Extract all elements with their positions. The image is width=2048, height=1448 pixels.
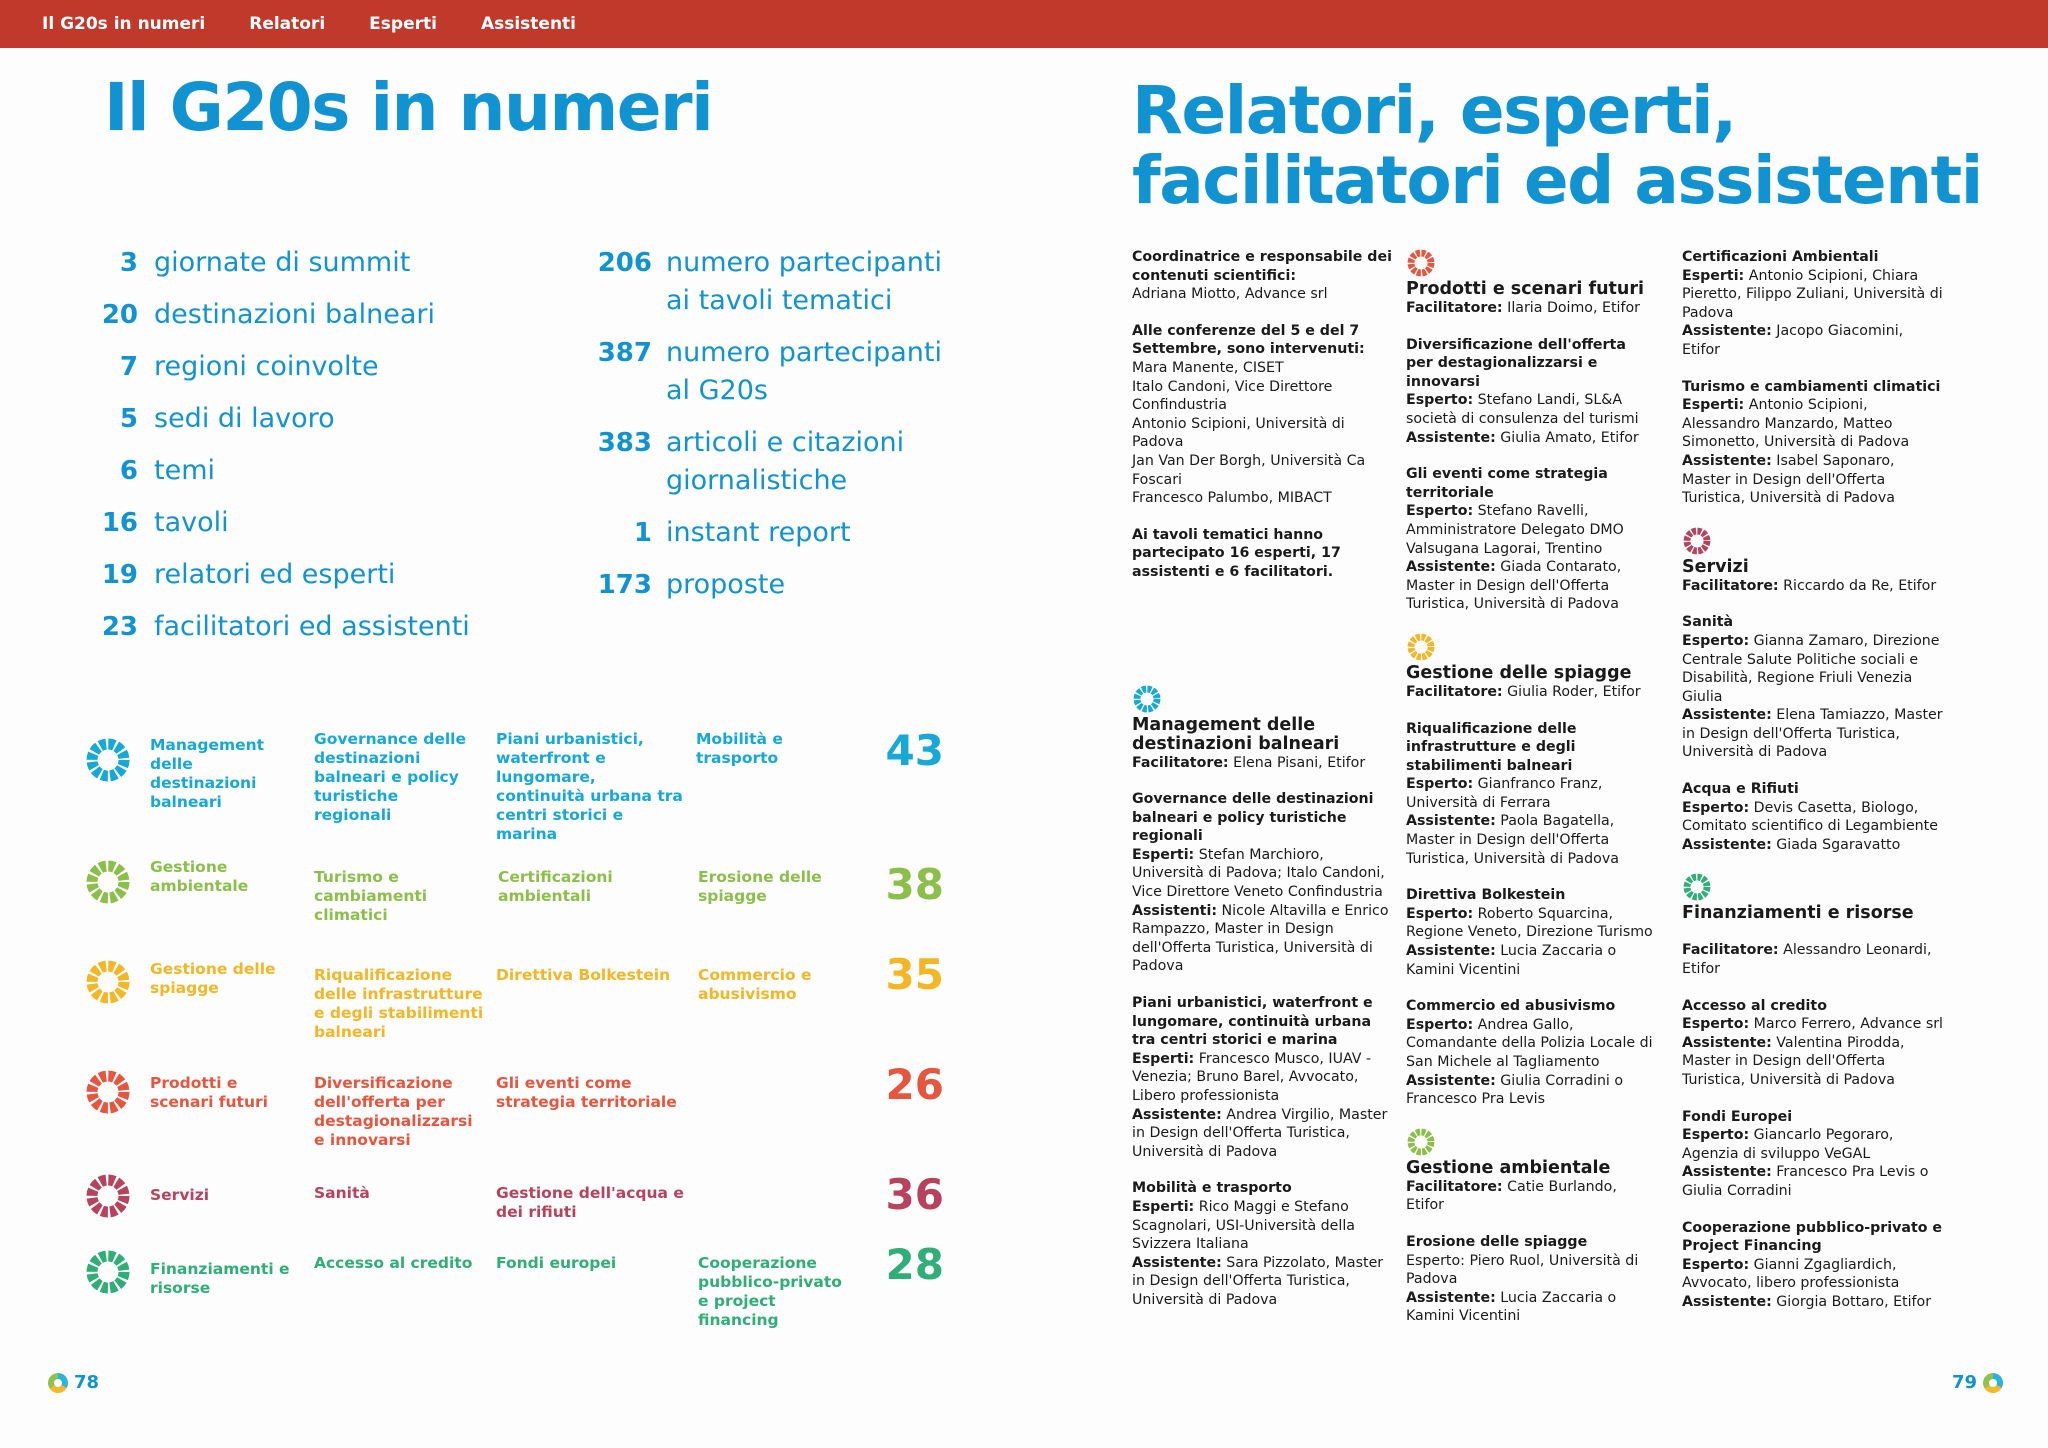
prodotti-icon (1406, 248, 1436, 278)
stat-item: 387 numero partecipanti al G20s (597, 337, 942, 406)
stat-item: 19 relatori ed esperti (101, 559, 396, 590)
credits-col-1: Coordinatrice e responsabile dei contenuti scientifici: Adriana Miotto, Advance srl Alle conferenze del 5 e del 7 Settembre, sono intervenuti: Mara Manente, CISET Italo Candoni, Vice Direttore Confindustria Antonio Scipioni, Università di Padova Jan Van Der Borgh, Università Ca Foscari Francesco Palumbo, MIBACT Ai tavoli tematici hanno partecipato 16 esperti, 17 assistenti e 6 facilitatori. Management delle destinazioni balneari Facilitatore: Elena Pisani, Etifor Governance delle destinazioni balneari e policy turistiche regionali Esperti: Stefan Marchioro, Università di Padova; Italo Candoni, Vice Direttore Veneto Confindustria Assistenti: Nicole Altavilla e Enrico Rampazzo, Master in Design dell'Offerta Turistica, Università di Padova Piani urbanistici, waterfront e lungomare, continuità urbana tra centri storici e marina Esperti: Francesco Musco, IUAV - Venezia; Bruno Barel, Avvocato, Libero professionista Assistente: Andrea Virgilio, Master in Design dell'Offerta Turistica, Università di Padova Mobilità e trasporto Esperti: Rico Maggi e Stefano Scagnolari, USI-Università della Svizzera Italiana Assistente: Sara Pizzolato, Master in Design dell'Offerta Turistica, Università di Padova (1132, 249, 1392, 1308)
page-title-right: Relatori, esperti, facilitatori ed assistenti (1132, 72, 1982, 219)
finanziamenti-icon (1682, 872, 1712, 902)
theme-name: Gestione ambientale (150, 858, 249, 895)
spiagge-icon (1406, 632, 1436, 662)
theme-count: 35 (885, 950, 944, 999)
page-number-left: 78 (48, 1372, 99, 1393)
theme-name: Finanziamenti e risorse (150, 1260, 290, 1297)
theme-table: Diversificazione dell'offerta per destagionalizzarsi e innovarsi (314, 1074, 473, 1149)
theme-count: 38 (885, 860, 944, 909)
stat-item: 23 facilitatori ed assistenti (101, 611, 470, 642)
stat-item: 16 tavoli (101, 507, 229, 538)
theme-table: Governance delle destinazioni balneari e policy turistiche regionali (314, 730, 467, 824)
theme-table: Gestione dell'acqua e dei rifiuti (496, 1184, 684, 1221)
stat-item: 7 regioni coinvolte (119, 351, 379, 382)
theme-table: Commercio e abusivismo (698, 966, 812, 1003)
theme-row (84, 1172, 944, 1242)
top-navigation-bar (0, 0, 2048, 48)
theme-name: Gestione delle spiagge (150, 960, 276, 997)
theme-table: Riqualificazione delle infrastrutture e degli stabilimenti balneari (314, 966, 484, 1041)
nav-item-assistenti[interactable]: Assistenti (480, 14, 577, 34)
stat-item: 3 giornate di summit (119, 247, 411, 278)
theme-name: Management delle destinazioni balneari (150, 736, 265, 811)
stat-item: 173 proposte (597, 569, 786, 600)
ring-icon (84, 1172, 132, 1220)
page-number-right: 79 (1952, 1372, 2003, 1393)
stat-item: 383 articoli e citazioni giornalistiche (597, 427, 905, 496)
theme-table: Gli eventi come strategia territoriale (496, 1074, 677, 1111)
servizi-icon (1682, 526, 1712, 556)
theme-count: 36 (885, 1170, 944, 1219)
credits-col-3: Certificazioni Ambientali Esperti: Antonio Scipioni, Chiara Pieretto, Filippo Zuliani, Università di Padova Assistente: Jacopo Giacomini, Etifor Turismo e cambiamenti climatici Esperti: Antonio Scipioni, Alessandro Manzardo, Matteo Simonetto, Università di Padova Assistente: Isabel Saponaro, Master in Design dell'Offerta Turistica, Università di Padova Servizi Facilitatore: Riccardo da Re, Etifor Sanità Esperto: Gianna Zamaro, Direzione Centrale Salute Politiche sociali e Disabilità, Regione Friuli Venezia Giulia Assistente: Elena Tamiazzo, Master in Design dell'Offerta Turistica, Università di Padova Acqua e Rifiuti Esperto: Devis Casetta, Biologo, Comitato scientifico di Legambiente Assistente: Giada Sgaravatto Finanziamenti e risorse Facilitatore: Alessandro Leonardi, Etifor Accesso al credito Esperto: Marco Ferrero, Advance srl Assistente: Valentina Pirodda, Master in Design dell'Offerta Turistica, Università di Padova Fondi Europei Esperto: Giancarlo Pegoraro, Agenzia di sviluppo VeGAL Assistente: Francesco Pra Levis o Giulia Corradini Cooperazione pubblico-privato e Project Financing Esperto: Gianni Zgagliardich, Avvocato, libero professionista Assistente: Giorgia Bottaro, Etifor (1682, 249, 1944, 1310)
ring-icon (84, 958, 132, 1006)
theme-count: 43 (885, 726, 944, 775)
stat-item: 1 instant report (633, 517, 851, 548)
theme-row (84, 1060, 944, 1168)
stat-item: 206 numero partecipanti ai tavoli tematici (597, 247, 942, 316)
theme-table: Direttiva Bolkestein (496, 966, 671, 984)
ring-icon (84, 858, 132, 906)
stat-item: 20 destinazioni balneari (101, 299, 436, 330)
ring-icon (84, 1068, 132, 1116)
page-title-left: Il G20s in numeri (104, 69, 713, 146)
theme-row (84, 950, 944, 1058)
g20s-logo-icon (1983, 1373, 2003, 1393)
theme-row (84, 858, 944, 948)
g20s-logo-icon (48, 1373, 68, 1393)
theme-table: Turismo e cambiamenti climatici (314, 868, 428, 924)
stat-item: 5 sedi di lavoro (119, 403, 335, 434)
ring-icon (84, 736, 132, 784)
theme-row (84, 1240, 944, 1338)
theme-table: Fondi europei (496, 1254, 617, 1272)
theme-count: 26 (885, 1060, 944, 1109)
nav-item-relatori[interactable]: Relatori (249, 14, 326, 34)
theme-table: Accesso al credito (314, 1254, 473, 1272)
management-icon (1132, 684, 1162, 714)
theme-count: 28 (885, 1240, 944, 1289)
theme-row (84, 726, 944, 846)
theme-table: Cooperazione pubblico-privato e project financing (698, 1254, 842, 1329)
credits-col-2: Prodotti e scenari futuri Facilitatore: Ilaria Doimo, Etifor Diversificazione dell'offerta per destagionalizzarsi e innovarsi Esperto: Stefano Landi, SL&A società di consulenza del turismi Assistente: Giulia Amato, Etifor Gli eventi come strategia territoriale Esperto: Stefano Ravelli, Amministratore Delegato DMO Valsugana Lagorai, Trentino Assistente: Giada Contarato, Master in Design dell'Offerta Turistica, Università di Padova Gestione delle spiagge Facilitatore: Giulia Roder, Etifor Riqualificazione delle infrastrutture e degli stabilimenti balneari Esperto: Gianfranco Franz, Università di Ferrara Assistente: Paola Bagatella, Master in Design dell'Offerta Turistica, Università di Padova Direttiva Bolkestein Esperto: Roberto Squarcina, Regione Veneto, Direzione Turismo Assistente: Lucia Zaccaria o Kamini Vicentini Commercio ed abusivismo Esperto: Andrea Gallo, Comandante della Polizia Locale di San Michele al Tagliamento Assistente: Giulia Corradini o Francesco Pra Levis Gestione ambientale Facilitatore: Catie Burlando, Etifor Erosione delle spiagge Esperto: Piero Ruol, Università di Padova Assistente: Lucia Zaccaria o Kamini Vicentini (1406, 248, 1656, 1344)
theme-table: Certificazioni ambientali (498, 868, 613, 905)
ambientale-icon (1406, 1127, 1436, 1157)
stat-item: 6 temi (119, 455, 216, 486)
theme-name: Prodotti e scenari futuri (150, 1074, 268, 1111)
nav-item-esperti[interactable]: Esperti (369, 14, 437, 34)
theme-table: Piani urbanistici, waterfront e lungomare, continuità urbana tra centri storici e marina (496, 730, 683, 843)
theme-name: Servizi (150, 1186, 210, 1204)
theme-table: Erosione delle spiagge (698, 868, 822, 905)
theme-table: Sanità (314, 1184, 370, 1202)
ring-icon (84, 1248, 132, 1296)
nav-item-numeri[interactable]: Il G20s in numeri (42, 14, 206, 34)
theme-table: Mobilità e trasporto (696, 730, 783, 767)
